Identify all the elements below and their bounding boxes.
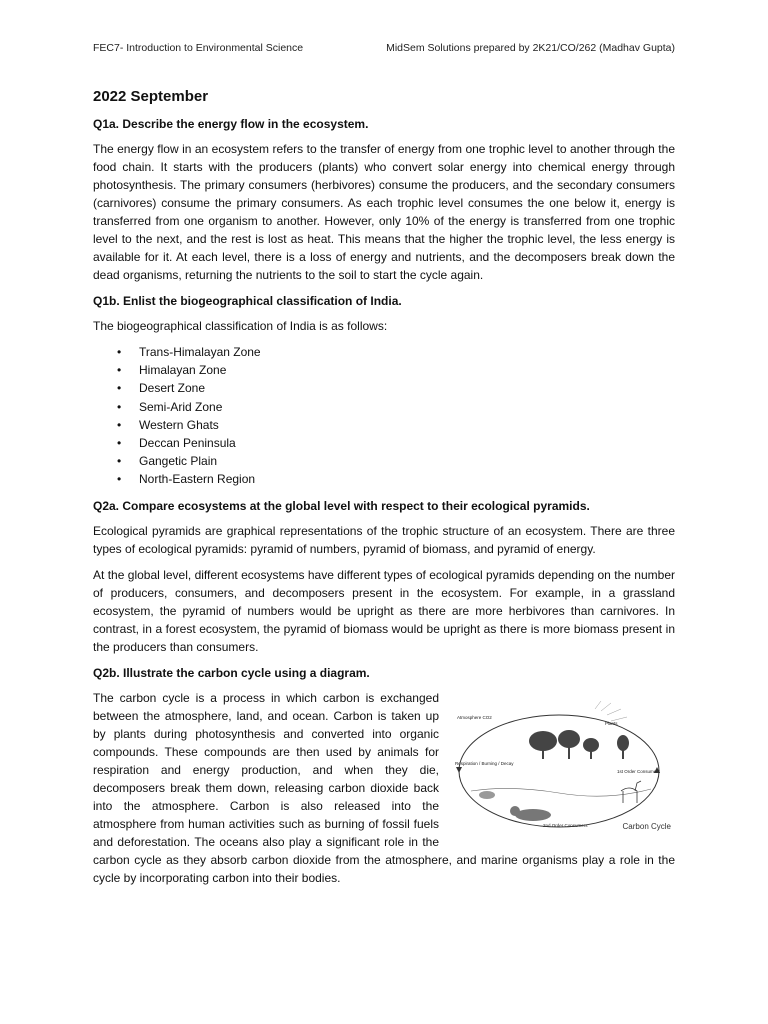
bullet-icon: • [117,345,122,359]
carbon-cycle-diagram [451,701,675,837]
header-course-title: FEC7- Introduction to Environmental Science [93,42,304,54]
q2a-paragraph-2: At the global level, different ecosystems have different types of ecological pyramids depending on the number of producers, consumers, and decomposers present in the ecosystem. For example, in a grassland ecosystem, the pyramid of numbers would be upright as there are more herbivores than carnivores. In contrast, in a forest ecosystem, the pyramid of biomass would be upright as there is more biomass present in the producers than consumers. [93,567,675,654]
figure-caption: Carbon Cycle [622,821,671,831]
q2b-answer: The carbon cycle is a process in which carbon is exchanged between the atmosphere, land, and ocean. Carbon is taken up by plants during photosynthesis and converted into organic compounds. These compounds are then used by animals for respiration and energy production, and when they die, decomposers break them down, releasing carbon dioxide back into the atmosphere. Carbon is also released into the atmosphere from human activities such as burning of fossil fuels and deforestation. The oceans also play a significant role in the carbon cycle as they absorb carbon dioxide from the atmosphere, and marine organisms play a role in the cycle by incorporating carbon into their bodies. [93,690,675,885]
bullet-icon: • [117,454,122,469]
list-item: • Trans-Himalayan Zone [117,343,675,361]
animal-icon [479,791,495,799]
label-atmosphere: Atmosphere CO2 [457,714,492,720]
q2b-heading: Q2b. Illustrate the carbon cycle using a diagram. [93,665,370,680]
bullet-icon: • [117,436,122,451]
carbon-cycle-illustration [451,701,675,837]
page-content [93,88,675,895]
list-item: • Gangetic Plain [117,452,675,470]
q2a-heading: Q2a. Compare ecosystems at the global level with respect to their ecological pyramids. [93,498,590,513]
list-item: • North-Eastern Region [117,470,675,488]
list-item: • Himalayan Zone [117,361,675,379]
trees-icon [529,730,629,759]
q1b-intro: The biogeographical classification of India is as follows: [93,319,388,333]
q1b-heading: Q1b. Enlist the biogeographical classification of India. [93,294,402,308]
page-header [93,42,675,54]
list-item: • Desert Zone [117,379,675,397]
label-first-order: 1st Order Consumers [617,768,661,774]
list-item: • Deccan Peninsula [117,434,675,452]
list-item: • Semi-Arid Zone [117,398,675,416]
cycle-arrow-icon [456,767,462,773]
q1a-heading: Q1a. Describe the energy flow in the ecosystem. [93,117,369,131]
bullet-icon: • [117,363,122,378]
tiger-icon [510,806,551,821]
sun-rays-icon [595,701,627,721]
bullet-icon: • [117,472,122,487]
header-author-note: MidSem Solutions prepared by 2K21/CO/262 (Madhav Gupta) [386,42,675,54]
bullet-icon: • [117,381,122,396]
bullet-icon: • [117,399,122,414]
q1a-answer: The energy flow in an ecosystem refers to the transfer of energy from one trophic level to another through the food chain. It starts with the producers (plants) who convert solar energy into chemical energy through photosynthesis. The primary consumers (herbivores) consume the producers, and the secondary consumers (carnivores) consume the primary consumers. As each trophic level consumes the one below it, energy is transferred from one organism to another. However, only 10% of the energy is transferred from one trophic level to the next, and the rest is lost as heat. This means that the higher the trophic level, the less energy is available for it. At each level, there is a loss of energy and nutrients, and the decomposers break down the dead organisms, returning the nutrients to the soil to start the cycle again. [93,142,675,282]
exam-session-title: 2022 September [93,88,209,105]
q2a-paragraph-1: Ecological pyramids are graphical representations of the trophic structure of an ecosystem. There are three types of ecological pyramids: pyramid of numbers, pyramid of biomass, and pyramid of energy. [93,523,675,556]
label-second-order: 2nd Order Consumers [543,822,588,828]
label-respiration: Respiration / Burning / Decay [455,760,514,766]
bullet-icon: • [117,417,122,432]
label-plants: Plants [605,720,618,726]
biogeographic-zone-list [93,343,675,489]
list-item: • Western Ghats [117,416,675,434]
carbon-cycle-section [93,689,675,887]
